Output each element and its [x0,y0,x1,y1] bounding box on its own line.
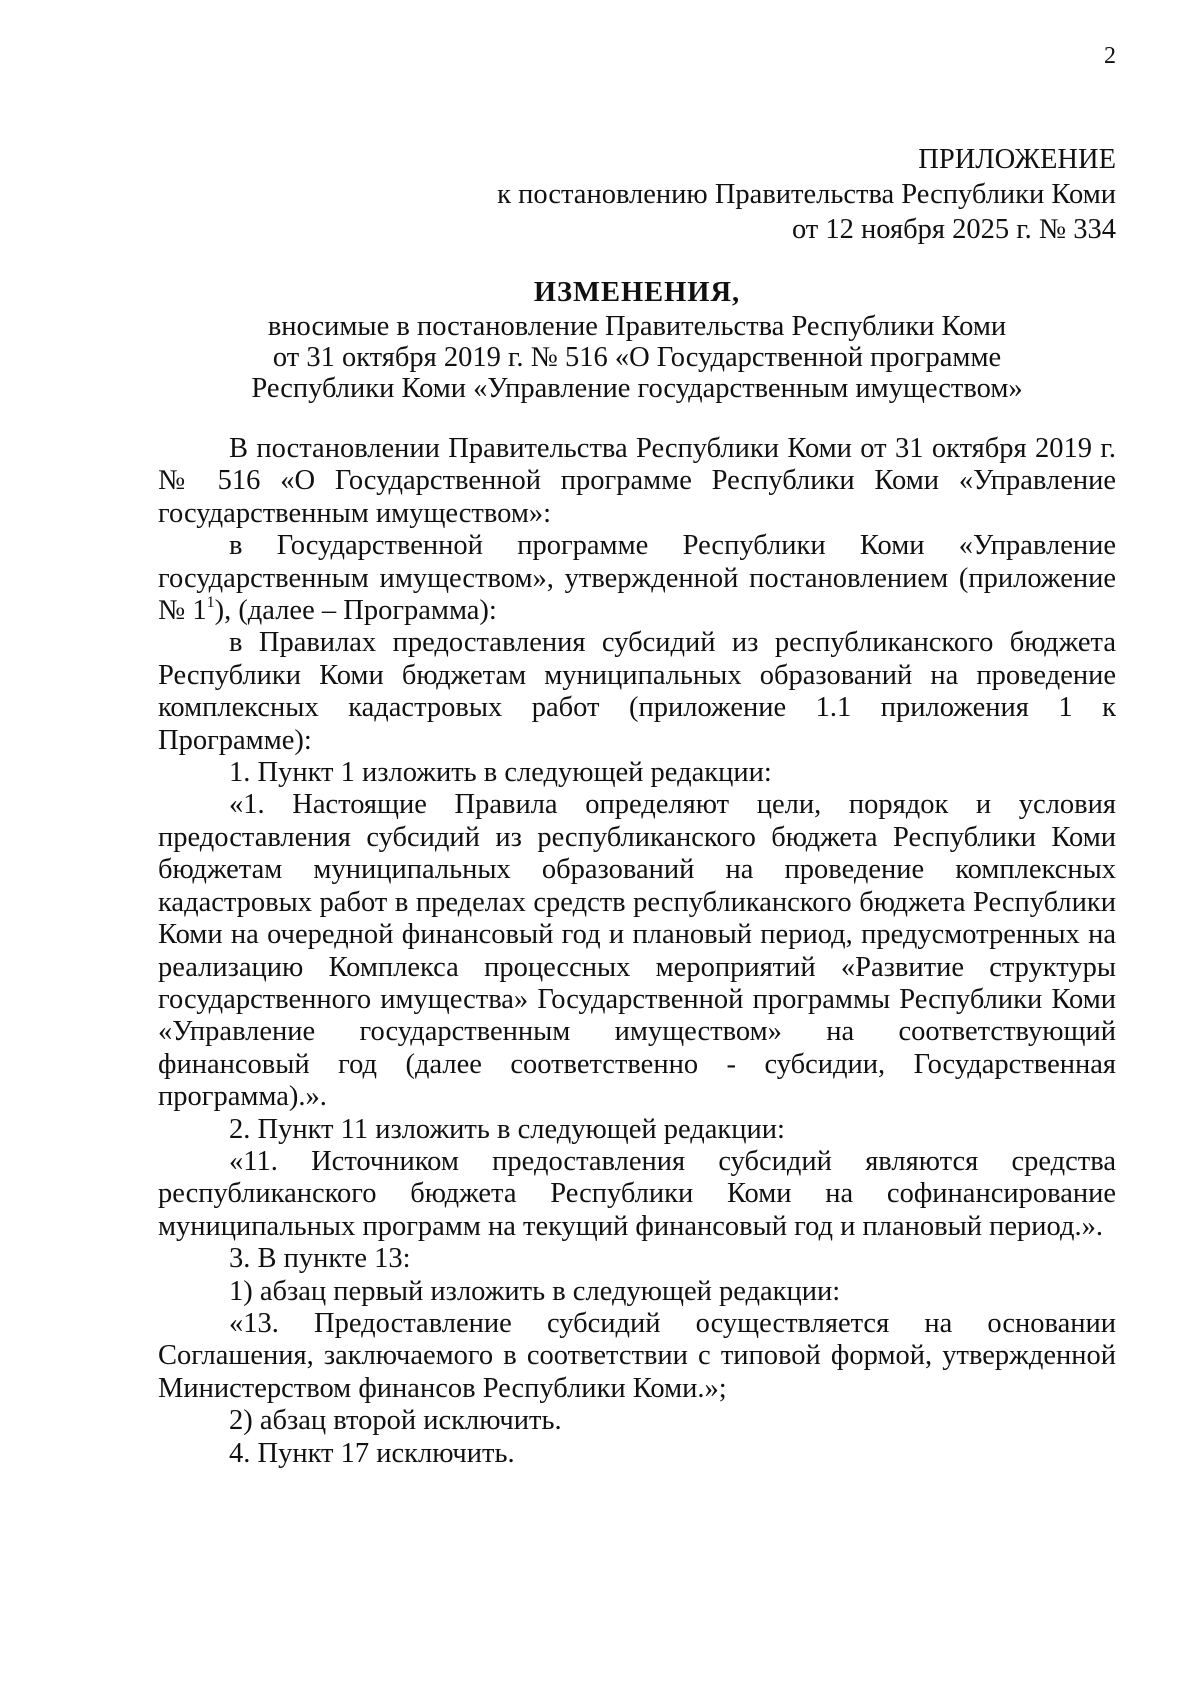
appendix-date-line: от 12 ноября 2025 г. № 334 [791,214,1116,245]
paragraph: «11. Источником предоставления субсидий являются средства республиканского бюджета Республики Коми на софинансирование муниципальных программ на текущий финансовый год и плановый период.». [158,1145,1116,1242]
document-body [158,433,1116,1470]
paragraph: 1. Пункт 1 изложить в следующей редакции: [229,757,772,789]
subtitle-line: Республики Коми «Управление государственным имуществом» [251,373,1023,404]
document-title: ИЗМЕНЕНИЯ, [533,277,741,308]
paragraph: «1. Настоящие Правила определяют цели, порядок и условия предоставления субсидий из республиканского бюджета Республики Коми бюджетам муниципальных образований на проведение комплексных кадастровых работ в пределах средств республиканского бюджета Республики Коми на очередной финансовый год и плановый период, предусмотренных на реализацию Комплекса процессных мероприятий «Развитие структуры государственного имущества» Государственной программы Республики Коми «Управление государственным имуществом» на соответствующий финансовый год (далее соответственно - субсидии, Государственная программа).». [158,789,1116,1113]
document-subtitle [158,311,1116,404]
paragraph: «13. Предоставление субсидий осуществляется на основании Соглашения, заключаемого в соответствии с типовой формой, утвержденной Министерством финансов Республики Коми.»; [158,1307,1116,1404]
paragraph: 2) абзац второй исключить. [229,1405,562,1437]
paragraph: 2. Пункт 11 изложить в следующей редакции: [229,1113,785,1145]
paragraph: В постановлении Правительства Республики Коми от 31 октября 2019 г. № 516 «О Государственной программе Республики Коми «Управление государственным имуществом»: [158,433,1116,529]
appendix-header [400,142,1116,247]
paragraph: в Правилах предоставления субсидий из республиканского бюджета Республики Коми бюджетам муниципальных образований на проведение комплексных кадастровых работ (приложение 1.1 приложения 1 к Программе): [158,627,1116,756]
footnote-superscript: 1 [206,594,215,612]
page-number: 2 [1104,43,1116,69]
paragraph: 1) абзац первый изложить в следующей редакции: [229,1275,841,1307]
paragraph: 3. В пункте 13: [229,1243,411,1275]
paragraph-text: в Государственной программе Республики Коми «Управление государственным имуществом», утвержденной постановлением (приложение № 1 [158,530,1116,627]
paragraph: 4. Пункт 17 исключить. [229,1437,515,1469]
appendix-resolution-line: к постановлению Правительства Республики Коми [497,179,1116,210]
title-block [158,275,1116,404]
paragraph [158,530,1116,627]
subtitle-line: от 31 октября 2019 г. № 516 «О Государственной программе [272,342,1002,373]
subtitle-line: вносимые в постановление Правительства Республики Коми [267,311,1007,342]
appendix-label: ПРИЛОЖЕНИЕ [918,144,1116,175]
paragraph-text: ), (далее – Программа): [214,595,497,627]
